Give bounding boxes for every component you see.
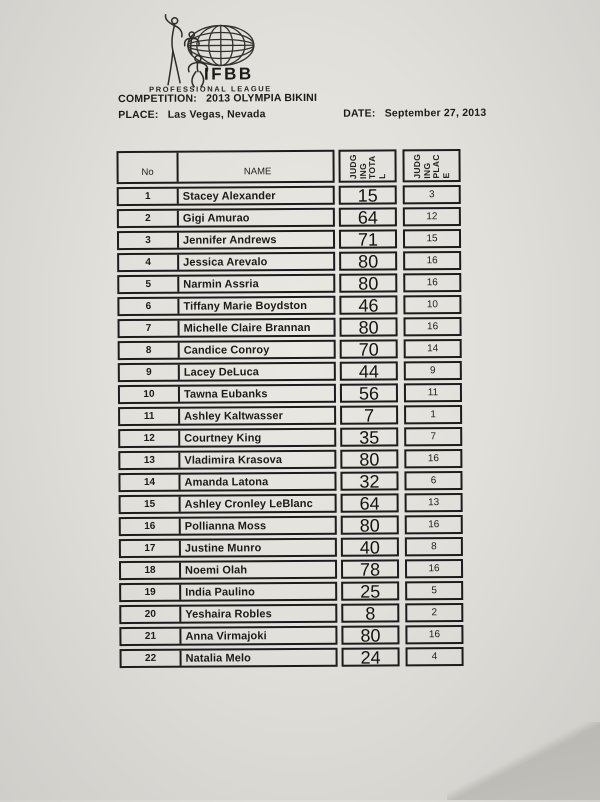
judging-place-value: 16 xyxy=(405,515,463,534)
judging-place-value: 16 xyxy=(403,251,461,270)
judging-place-header-label: JUDG ING PLAC E xyxy=(412,153,450,178)
row-number: 15 xyxy=(121,497,181,512)
competitor-name: Tawna Eubanks xyxy=(180,386,334,402)
competitor-name: Lacey DeLuca xyxy=(180,364,334,380)
judging-total-value: 35 xyxy=(340,427,398,446)
judging-total-value: 64 xyxy=(339,207,397,226)
row-no-name-box xyxy=(118,362,336,382)
competitor-name: Jennifer Andrews xyxy=(179,232,333,248)
row-number: 13 xyxy=(120,453,180,468)
row-number: 7 xyxy=(120,321,180,336)
table-row xyxy=(118,449,464,470)
judging-total-value: 80 xyxy=(339,273,397,292)
table-row xyxy=(118,383,464,404)
table-header-row xyxy=(116,149,462,184)
competitor-name: Pollianna Moss xyxy=(181,518,335,534)
row-number: 12 xyxy=(120,431,180,446)
column-header-judging-total xyxy=(338,149,396,182)
judging-place-value: 12 xyxy=(403,207,461,226)
row-number: 9 xyxy=(120,365,180,380)
judging-total-value: 78 xyxy=(341,559,399,578)
table-row xyxy=(117,295,463,316)
row-no-name-box xyxy=(118,318,336,338)
judging-place-value: 10 xyxy=(403,295,461,314)
table-row xyxy=(117,185,463,206)
row-number: 14 xyxy=(120,475,180,490)
row-no-name-box xyxy=(119,560,337,580)
column-header-judging-place xyxy=(402,149,460,182)
row-no-name-box xyxy=(118,406,336,426)
judging-total-value: 7 xyxy=(340,405,398,424)
row-no-name-box xyxy=(118,450,336,470)
judging-total-value: 80 xyxy=(339,317,397,336)
paper-corner-shadow xyxy=(447,722,600,800)
logo-subtitle: PROFESSIONAL LEAGUE xyxy=(149,84,272,94)
judging-total-value: 15 xyxy=(339,185,397,204)
judging-total-value: 71 xyxy=(339,229,397,248)
results-table xyxy=(116,149,465,668)
row-no-name-box xyxy=(117,296,335,316)
judging-total-value: 44 xyxy=(340,361,398,380)
judging-total-value: 24 xyxy=(342,647,400,666)
table-row xyxy=(119,493,465,514)
row-number: 16 xyxy=(121,519,181,534)
judging-place-value: 9 xyxy=(404,361,462,380)
judging-place-value: 16 xyxy=(403,273,461,292)
row-no-name-box xyxy=(119,582,337,602)
table-row xyxy=(119,515,465,536)
judging-place-value: 16 xyxy=(405,625,463,644)
table-row xyxy=(117,207,463,228)
judging-total-value: 56 xyxy=(340,383,398,402)
competitor-name: Courtney King xyxy=(180,430,334,446)
competitor-name: Amanda Latona xyxy=(180,474,334,490)
judging-place-value: 3 xyxy=(403,185,461,204)
place-line xyxy=(118,108,265,121)
judging-total-value: 70 xyxy=(340,339,398,358)
row-number: 5 xyxy=(119,277,179,292)
header-no-name-box xyxy=(116,150,334,184)
competitor-name: Jessica Arevalo xyxy=(179,254,333,270)
judging-place-value: 8 xyxy=(405,537,463,556)
table-row xyxy=(119,625,465,646)
row-no-name-box xyxy=(119,604,337,624)
row-number: 21 xyxy=(121,629,181,644)
table-row xyxy=(119,603,465,624)
competition-value: 2013 OLYMPIA BIKINI xyxy=(206,92,317,105)
judging-total-value: 40 xyxy=(341,537,399,556)
judging-place-value: 16 xyxy=(404,449,462,468)
row-number: 2 xyxy=(119,211,179,226)
judging-total-value: 80 xyxy=(339,251,397,270)
table-body xyxy=(117,185,466,668)
judging-place-value: 1 xyxy=(404,405,462,424)
row-number: 22 xyxy=(122,651,182,666)
place-value: Las Vegas, Nevada xyxy=(168,108,266,121)
judging-total-value: 80 xyxy=(341,515,399,534)
competition-label: COMPETITION: xyxy=(118,93,197,105)
row-no-name-box xyxy=(118,428,336,448)
row-no-name-box xyxy=(119,538,337,558)
row-no-name-box xyxy=(119,516,337,536)
row-no-name-box xyxy=(119,626,337,646)
judging-total-value: 32 xyxy=(340,471,398,490)
globe-icon xyxy=(188,25,254,65)
judging-place-value: 16 xyxy=(403,317,461,336)
row-number: 11 xyxy=(120,409,180,424)
date-label: DATE: xyxy=(343,108,375,120)
column-header-no: No xyxy=(118,153,178,182)
competitor-name: Ashley Cronley LeBlanc xyxy=(181,496,335,512)
table-row xyxy=(118,427,464,448)
table-row xyxy=(119,559,465,580)
competitor-name: Candice Conroy xyxy=(180,342,334,358)
table-row xyxy=(119,581,465,602)
date-line xyxy=(343,107,486,120)
row-number: 19 xyxy=(121,585,181,600)
row-no-name-box xyxy=(118,472,336,492)
judging-place-value: 13 xyxy=(405,493,463,512)
row-no-name-box xyxy=(118,340,336,360)
row-number: 1 xyxy=(119,189,179,204)
competitor-name: Ashley Kaltwasser xyxy=(180,408,334,424)
competitor-name: Michelle Claire Brannan xyxy=(180,320,334,336)
competitor-name: Gigi Amurao xyxy=(179,210,333,226)
logo-title: IFBB xyxy=(204,64,254,84)
table-row xyxy=(118,361,464,382)
table-row xyxy=(118,471,464,492)
judging-place-value: 5 xyxy=(405,581,463,600)
row-number: 6 xyxy=(119,299,179,314)
table-row xyxy=(120,647,466,668)
judging-total-value: 80 xyxy=(340,449,398,468)
judging-place-value: 2 xyxy=(405,603,463,622)
row-number: 4 xyxy=(119,255,179,270)
competitor-name: India Paulino xyxy=(181,584,335,600)
ifbb-logo xyxy=(148,12,319,97)
competitor-name: Anna Virmajoki xyxy=(181,628,335,644)
row-no-name-box xyxy=(119,494,337,514)
table-row xyxy=(119,537,465,558)
row-number: 3 xyxy=(119,233,179,248)
judging-total-value: 80 xyxy=(341,625,399,644)
row-no-name-box xyxy=(117,208,335,228)
table-row xyxy=(118,339,464,360)
judging-place-value: 15 xyxy=(403,229,461,248)
competitor-name: Narmin Assria xyxy=(179,276,333,292)
row-number: 18 xyxy=(121,563,181,578)
table-row xyxy=(117,273,463,294)
competitor-name: Vladimira Krasova xyxy=(180,452,334,468)
row-no-name-box xyxy=(117,230,335,250)
competitor-name: Justine Munro xyxy=(181,540,335,556)
judging-place-value: 4 xyxy=(406,647,464,666)
table-row xyxy=(118,405,464,426)
competitor-name: Noemi Olah xyxy=(181,562,335,578)
table-row xyxy=(117,229,463,250)
judging-place-value: 6 xyxy=(404,471,462,490)
row-number: 17 xyxy=(121,541,181,556)
judging-place-value: 14 xyxy=(404,339,462,358)
date-value: September 27, 2013 xyxy=(385,107,487,120)
table-row xyxy=(118,317,464,338)
row-no-name-box xyxy=(117,186,335,206)
judging-total-value: 64 xyxy=(341,493,399,512)
column-header-name: NAME xyxy=(178,152,332,182)
row-no-name-box xyxy=(120,648,338,668)
competition-line xyxy=(118,92,317,105)
table-row xyxy=(117,251,463,272)
judging-place-value: 11 xyxy=(404,383,462,402)
competitor-name: Natalia Melo xyxy=(182,650,336,666)
judging-total-value: 46 xyxy=(339,295,397,314)
competitor-name: Tiffany Marie Boydston xyxy=(179,298,333,314)
competitor-name: Yeshaira Robles xyxy=(181,606,335,622)
judging-total-header-label: JUDG ING TOTA L xyxy=(348,154,386,179)
judging-total-value: 25 xyxy=(341,581,399,600)
judging-total-value: 8 xyxy=(341,603,399,622)
judging-place-value: 7 xyxy=(404,427,462,446)
row-no-name-box xyxy=(118,384,336,404)
place-label: PLACE: xyxy=(118,109,158,121)
row-number: 10 xyxy=(120,387,180,402)
competitor-name: Stacey Alexander xyxy=(179,188,333,204)
row-no-name-box xyxy=(117,252,335,272)
row-number: 20 xyxy=(121,607,181,622)
row-no-name-box xyxy=(117,274,335,294)
judging-place-value: 16 xyxy=(405,559,463,578)
row-number: 8 xyxy=(120,343,180,358)
